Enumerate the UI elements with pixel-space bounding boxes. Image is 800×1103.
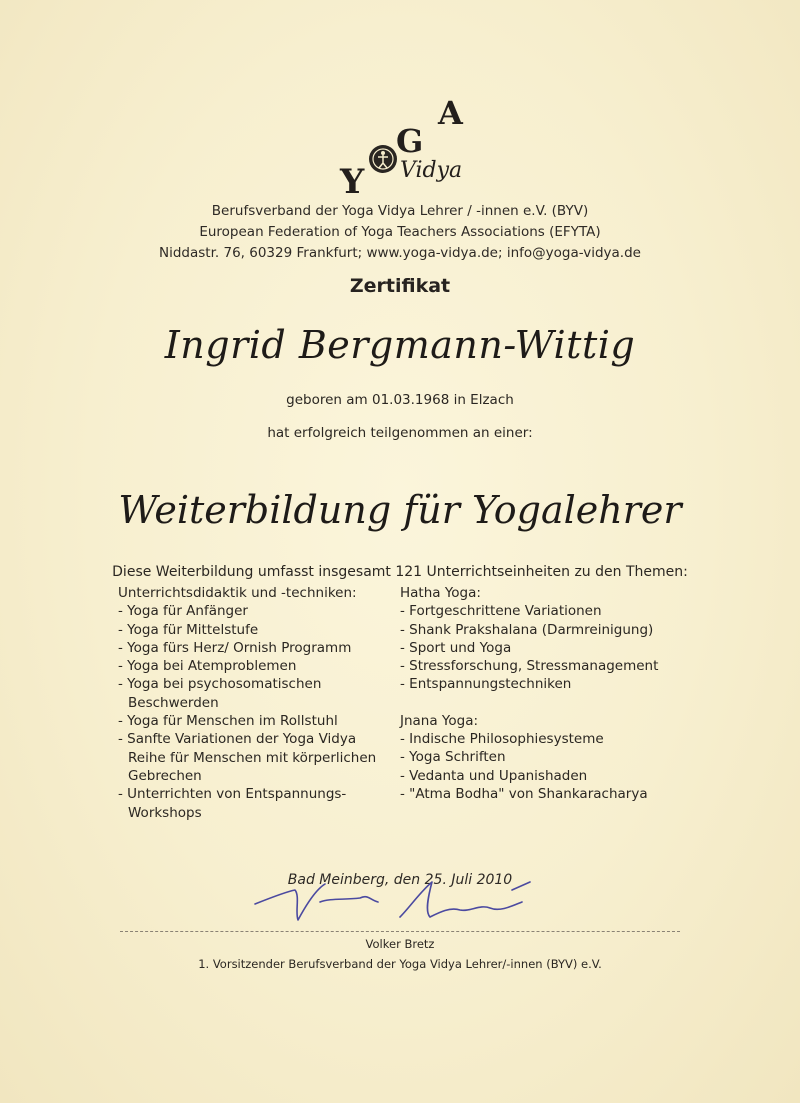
hatha-yoga-heading: Hatha Yoga:	[400, 585, 481, 601]
recipient-name: Ingrid Bergmann-Wittig	[164, 323, 636, 367]
logo-letter-a: A	[438, 94, 463, 132]
dancing-figure-icon	[368, 144, 398, 174]
list-item: - "Atma Bodha" von Shankaracharya	[400, 785, 648, 802]
logo-letter-g: G	[396, 122, 424, 160]
signer-role: 1. Vorsitzender Berufsverband der Yoga Vidya Lehrer/-innen (BYV) e.V.	[198, 957, 602, 971]
course-title: Weiterbildung für Yogalehrer	[118, 488, 682, 532]
list-item: - Yoga Schriften	[400, 749, 506, 766]
list-item: - Shank Prakshalana (Darmreinigung)	[400, 621, 654, 638]
list-item: - Unterrichten von Entspannungs-Workshops	[118, 786, 347, 821]
certificate-title: Zertifikat	[349, 275, 451, 297]
list-item: - Fortgeschrittene Variationen	[400, 603, 602, 620]
yoga-vidya-logo	[330, 94, 480, 202]
birth-info: geboren am 01.03.1968 in Elzach	[286, 392, 514, 408]
topics-left-column	[118, 584, 378, 822]
list-item: - Yoga für Mittelstufe	[118, 621, 259, 638]
list-item: - Entspannungstechniken	[400, 676, 572, 693]
course-intro: Diese Weiterbildung umfasst insgesamt 121 Unterrichtseinheiten zu den Themen:	[112, 564, 688, 580]
signer-name: Volker Bretz	[365, 937, 435, 951]
organization-line-1: Berufsverband der Yoga Vidya Lehrer / -innen e.V. (BYV)	[211, 203, 589, 219]
topics-left-heading: Unterrichtsdidaktik und -techniken:	[118, 585, 357, 601]
logo-letter-y: Y	[340, 162, 365, 202]
place-date: Bad Meinberg, den 25. Juli 2010	[287, 872, 513, 888]
participation-text: hat erfolgreich teilgenommen an einer:	[267, 425, 533, 441]
list-item: - Yoga für Anfänger	[118, 603, 248, 620]
list-item: - Indische Philosophiesysteme	[400, 731, 604, 748]
list-item: - Yoga für Menschen im Rollstuhl	[118, 713, 338, 730]
spacer	[400, 694, 680, 712]
list-item: - Sanfte Variationen der Yoga Vidya Reihe für Menschen mit körperlichen Gebrechen	[118, 731, 377, 784]
list-item: - Yoga fürs Herz/ Ornish Programm	[118, 639, 352, 656]
organization-address: Niddastr. 76, 60329 Frankfurt; www.yoga-vidya.de; info@yoga-vidya.de	[159, 245, 641, 261]
list-item: - Vedanta und Upanishaden	[400, 767, 588, 784]
handwritten-signature	[250, 862, 550, 932]
list-item: - Sport und Yoga	[400, 639, 512, 656]
list-item: - Stressforschung, Stressmanagement	[400, 658, 659, 675]
logo-vidya: Vidya	[400, 158, 463, 183]
list-item: - Yoga bei Atemproblemen	[118, 658, 297, 675]
topics-right-column	[400, 584, 680, 803]
signature-line	[120, 931, 680, 932]
list-item: - Yoga bei psychosomatischen Beschwerden	[118, 676, 322, 711]
jnana-yoga-heading: Jnana Yoga:	[400, 712, 479, 729]
organization-line-2: European Federation of Yoga Teachers Associations (EFYTA)	[199, 224, 601, 240]
